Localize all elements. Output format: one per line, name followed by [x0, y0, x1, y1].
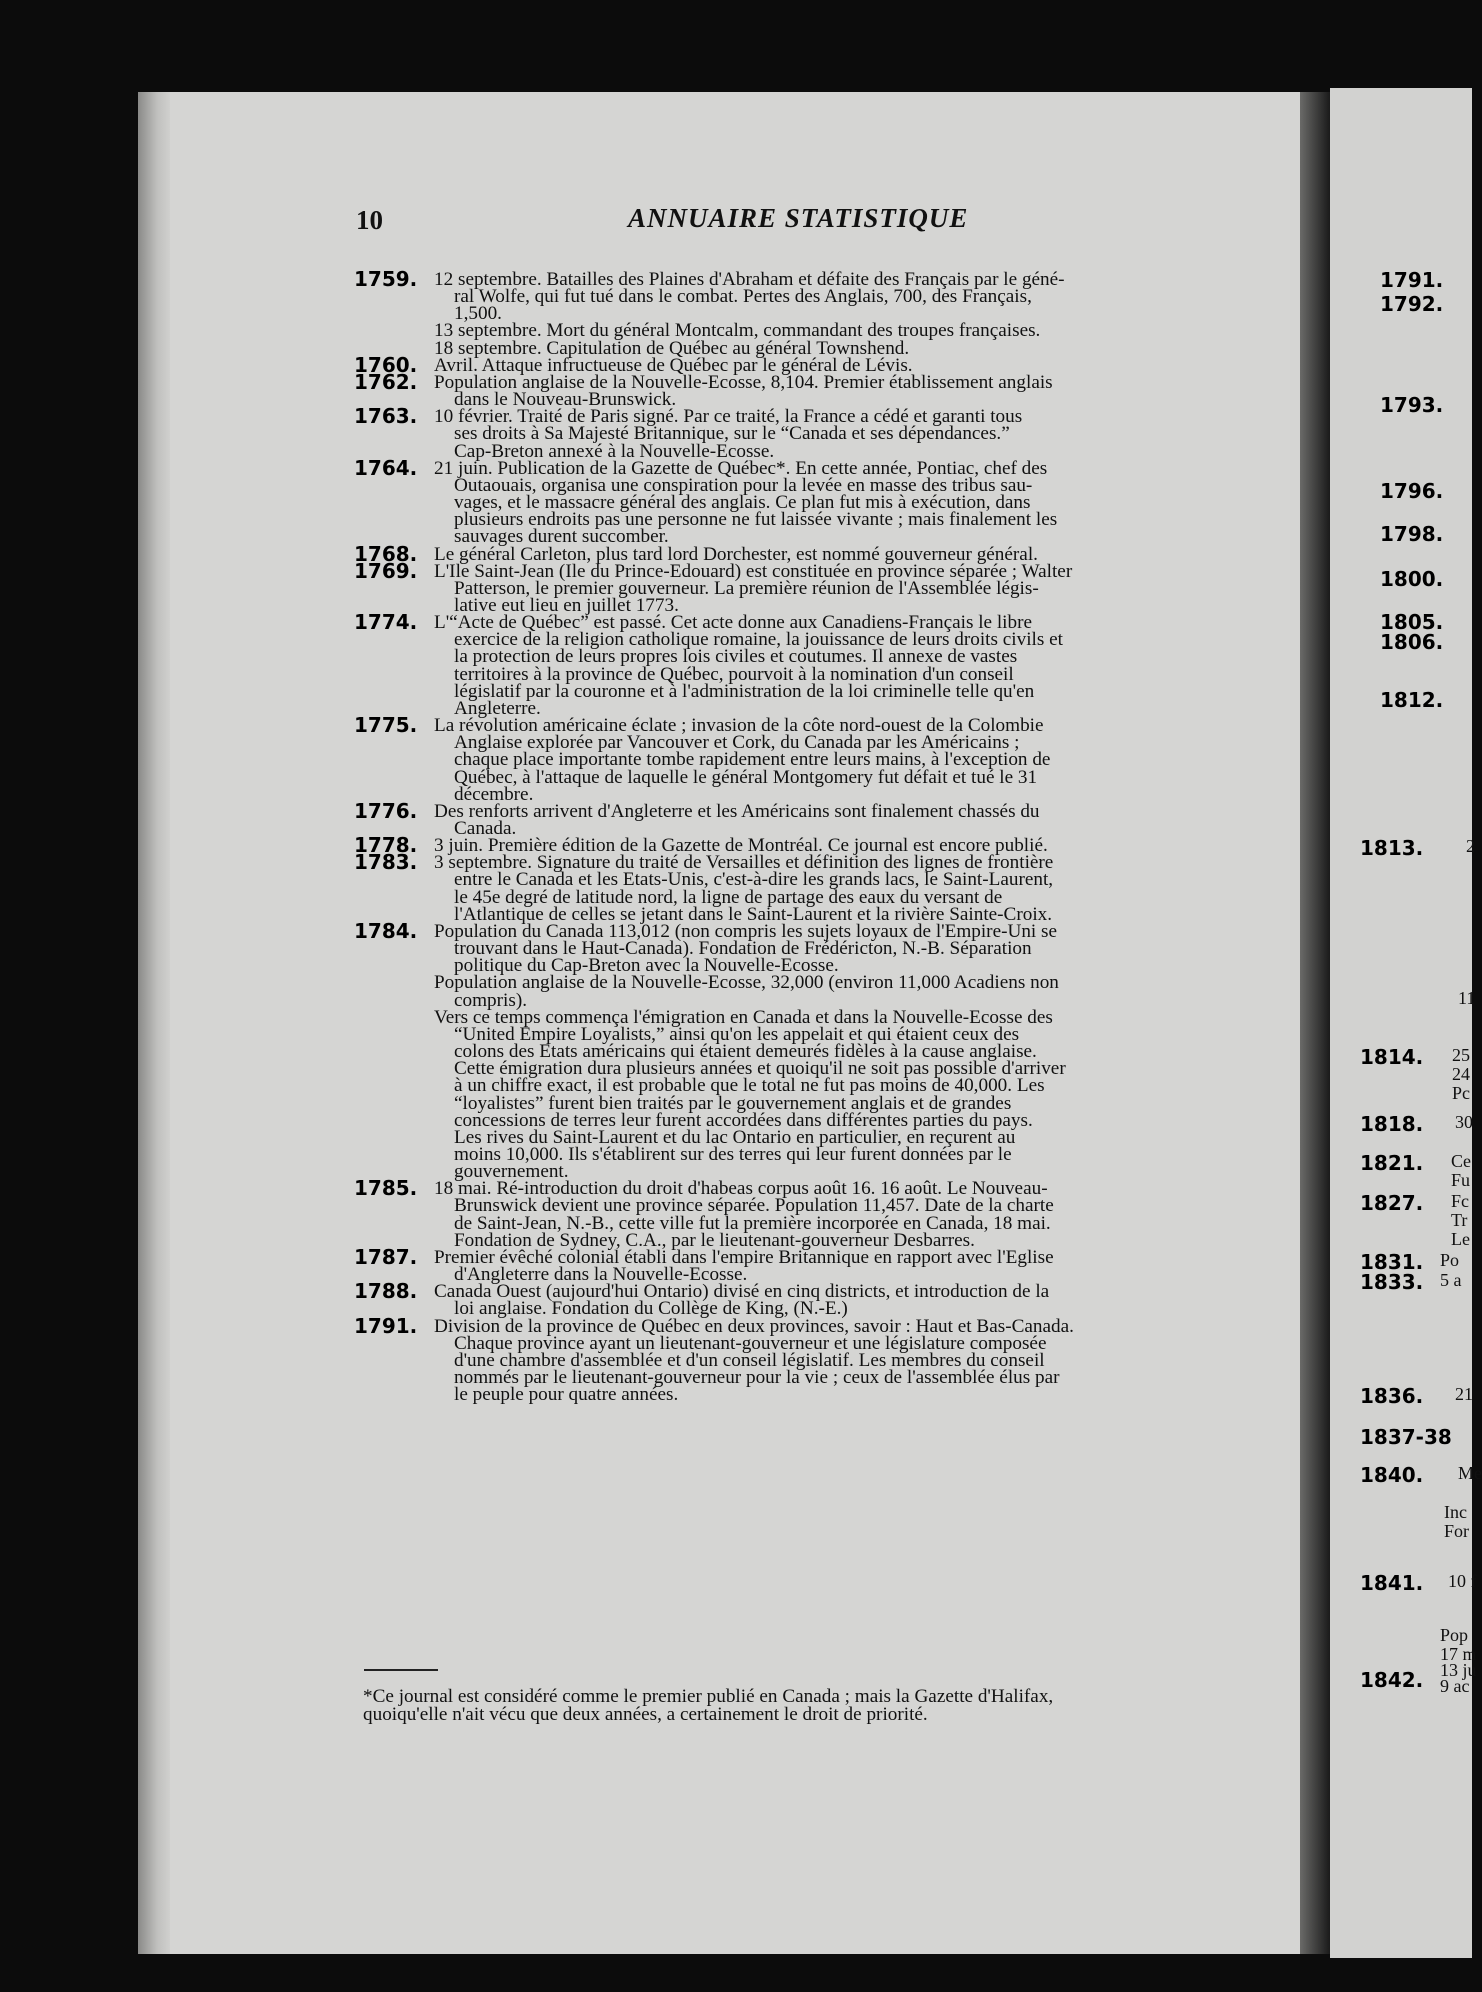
right-page-year: 1792.	[1380, 292, 1444, 316]
entry-line: La révolution américaine éclate ; invasion de la côte nord-ouest de la Colombie	[434, 715, 1044, 737]
entry-line: Canada.	[454, 818, 517, 839]
page-gutter	[1300, 92, 1330, 1954]
entry-year: 1762.	[354, 369, 418, 394]
entry-year: 1778.	[354, 833, 418, 858]
chronology-entry	[354, 610, 1234, 719]
entry-line: le 45e degré de latitude nord, la ligne de partage des eaux du versant de	[454, 886, 1003, 908]
chronology-entry	[354, 1279, 1234, 1320]
right-page-fragment: 9 ac	[1440, 1676, 1470, 1696]
right-page-fragment: Ce	[1451, 1151, 1471, 1171]
entry-line: Fondation de Sydney, C.A., par le lieutenant-gouverneur Desbarres.	[454, 1229, 975, 1251]
entry-year: 1768.	[354, 541, 418, 566]
chronology-entry	[354, 267, 1234, 359]
chronology-entry	[354, 918, 1234, 1183]
entry-line: la protection de leurs propres lois civiles et coutumes. Il annexe de vastes	[454, 646, 1018, 668]
entry-line: ses droits à Sa Majesté Britannique, sur le “Canada et ses dépendances.”	[454, 423, 1010, 445]
entry-line: de Saint-Jean, N.-B., cette ville fut la première incorporée en Canada, 18 mai.	[454, 1212, 1051, 1234]
entry-line: colons des Etats américains qui étaient demeurés fidèles à la cause anglaise.	[454, 1041, 1037, 1063]
entry-line: loi anglaise. Fondation du Collège de King, (N.-E.)	[454, 1298, 848, 1320]
right-page-year: 1831.	[1360, 1250, 1424, 1274]
right-page-fragment: Pop	[1440, 1625, 1469, 1645]
chronology-entry	[354, 558, 1234, 616]
entry-line: décembre.	[454, 783, 534, 805]
entry-line: L'Ile Saint-Jean (Ile du Prince-Edouard) est constituée en province séparée ; Walter	[434, 560, 1073, 582]
right-page-fragment: Tr	[1451, 1210, 1468, 1230]
right-page-fragment: 5 a	[1440, 1270, 1462, 1290]
entry-line: Avril. Attaque infructueuse de Québec par le général de Lévis.	[434, 354, 913, 376]
right-page-year: 1818.	[1360, 1112, 1424, 1136]
entry-year: 1783.	[354, 850, 418, 875]
entry-line: Brunswick devient une province séparée. Population 11,457. Date de la charte	[454, 1195, 1054, 1217]
right-page-year: 1793.	[1380, 393, 1444, 417]
entry-line: le peuple pour quatre années.	[454, 1384, 679, 1406]
footnote	[363, 1688, 1243, 1724]
entry-line: 18 septembre. Capitulation de Québec au général Townshend.	[434, 337, 910, 359]
right-page-year: 1837-38	[1360, 1425, 1452, 1449]
entry-line: Patterson, le premier gouverneur. La première réunion de l'Assemblée légis-	[454, 577, 1039, 599]
right-page-fragment: 24	[1452, 1064, 1470, 1084]
entry-line: d'une chambre d'assemblée et d'un conseil législatif. Les membres du conseil	[454, 1349, 1045, 1371]
footnote-line: quoiqu'elle n'ait vécu que deux années, a certainement le droit de priorité.	[363, 1704, 928, 1725]
right-page-fragment: 17 m	[1440, 1644, 1477, 1664]
entry-year: 1787.	[354, 1244, 418, 1269]
entry-line: compris).	[454, 989, 528, 1011]
chronology-entry	[354, 713, 1234, 805]
entry-line: lative eut lieu en juillet 1773.	[454, 594, 679, 616]
entry-line: territoires à la province de Québec, pourvoit à la nomination d'un conseil	[454, 663, 1014, 685]
chronology-entry	[354, 404, 1234, 462]
right-page-fragment: 21	[1455, 1384, 1473, 1404]
entry-line: 12 septembre. Batailles des Plaines d'Abraham et défaite des Français par le géné-	[434, 269, 1065, 290]
entry-year: 1760.	[354, 352, 418, 377]
entry-line: 18 mai. Ré-introduction du droit d'habeas corpus août 16. 16 août. Le Nouveau-	[434, 1178, 1048, 1200]
chronology-entry	[354, 1176, 1234, 1251]
binding-edge	[138, 92, 170, 1954]
entry-year: 1785.	[354, 1176, 418, 1201]
entry-line: Cap-Breton annexé à la Nouvelle-Ecosse.	[454, 440, 775, 462]
entry-line: gouvernement.	[454, 1161, 569, 1183]
right-page-year: 1827.	[1360, 1191, 1424, 1215]
right-page-fragment: Fc	[1451, 1191, 1469, 1211]
entry-line: 3 juin. Première édition de la Gazette de Montréal. Ce journal est encore publié.	[434, 835, 1048, 857]
right-page-year: 1833.	[1360, 1270, 1424, 1294]
right-page-fragment: Me	[1458, 1463, 1482, 1483]
entry-line: chaque place importante tombe rapidement entre leurs mains, à l'exception de	[454, 749, 1051, 771]
entry-line: l'Atlantique de celles se jetant dans le Saint-Laurent et la rivière Sainte-Croix.	[454, 903, 1053, 925]
entry-line: dans le Nouveau-Brunswick.	[454, 389, 677, 411]
footnote-line: *Ce journal est considéré comme le premier publié en Canada ; mais la Gazette d'Halifax,	[363, 1686, 1054, 1707]
right-page-fragment: For	[1444, 1521, 1470, 1541]
entry-line: 10 février. Traité de Paris signé. Par ce traité, la France a cédé et garanti tous	[434, 406, 1023, 428]
entry-year: 1774.	[354, 610, 418, 635]
entry-line: Les rives du Saint-Laurent et du lac Ontario en particulier, en reçurent au	[454, 1126, 1016, 1148]
entry-line: ral Wolfe, qui fut tué dans le combat. Pertes des Anglais, 700, des Français,	[454, 286, 1032, 308]
entry-line: concessions de terres leur furent accordées dans différentes parties du pays.	[454, 1109, 1033, 1131]
entry-year: 1763.	[354, 404, 418, 429]
running-title: ANNUAIRE STATISTIQUE	[628, 203, 969, 233]
right-page-year: 1791.	[1380, 268, 1444, 292]
entry-line: Anglaise explorée par Vancouver et Cork, du Canada par les Américains ;	[454, 732, 1020, 754]
right-page-fragment: 25	[1452, 1045, 1470, 1065]
page-number: 10	[356, 205, 383, 235]
footnote-rule	[364, 1669, 438, 1671]
entry-line: “United Empire Loyalists,” ainsi qu'on les appelait et qui étaient ceux des	[454, 1023, 1020, 1045]
entry-line: 1,500.	[454, 303, 502, 325]
entry-line: Cette émigration dura plusieurs années et quoiqu'il ne soit pas possible d'arriver	[454, 1058, 1066, 1080]
entry-line: Outaouais, organisa une conspiration pour la levée en masse des tribus sau-	[454, 474, 1033, 496]
right-page-year: 1836.	[1360, 1384, 1424, 1408]
right-page-year: 1800.	[1380, 567, 1444, 591]
right-page-year: 1796.	[1380, 479, 1444, 503]
right-page-year: 1798.	[1380, 522, 1444, 546]
chronology-entry	[354, 1244, 1234, 1286]
entry-line: Premier évêché colonial établi dans l'empire Britannique en rapport avec l'Eglise	[434, 1246, 1054, 1268]
entry-line: trouvant dans le Haut-Canada). Fondation de Frédéricton, N.-B. Séparation	[454, 938, 1032, 960]
entry-line: Population anglaise de la Nouvelle-Ecosse, 32,000 (environ 11,000 Acadiens non	[434, 972, 1059, 994]
right-page-fragment: Pc	[1452, 1083, 1470, 1103]
right-page-year: 1840.	[1360, 1463, 1424, 1487]
chronology-entry	[354, 850, 1234, 925]
right-page-year: 1842.	[1360, 1668, 1424, 1692]
right-page-fragment: 30	[1455, 1112, 1473, 1132]
chronology-entry	[354, 455, 1234, 548]
entry-year: 1775.	[354, 713, 418, 738]
entry-line: Des renforts arrivent d'Angleterre et les Américains sont finalement chassés du	[434, 800, 1040, 822]
entry-line: sauvages durent succomber.	[454, 526, 669, 548]
entry-line: moins 10,000. Ils s'établirent sur des terres qui leur furent données par le	[454, 1143, 1012, 1165]
entry-line: exercice de la religion catholique romaine, la jouissance de leurs droits civils et	[454, 629, 1063, 651]
chronology-entry	[354, 798, 1234, 839]
chronology-entry	[354, 1313, 1234, 1406]
right-page-fragment: 11	[1458, 988, 1476, 1008]
entry-line: Canada Ouest (aujourd'hui Ontario) divisé en cinq districts, et introduction de la	[434, 1281, 1050, 1303]
right-page-year: 1806.	[1380, 630, 1444, 654]
entry-year: 1759.	[354, 267, 418, 291]
right-page-year: 1841.	[1360, 1571, 1424, 1595]
entry-year: 1784.	[354, 918, 418, 943]
entry-line: entre le Canada et les Etats-Unis, c'est-à-dire les grands lacs, le Saint-Laurent,	[454, 869, 1054, 891]
entry-line: législatif par la couronne et à l'administration de la loi criminelle telle qu'en	[454, 680, 1035, 702]
right-page-fragment: 10 f	[1448, 1571, 1477, 1591]
entry-year: 1764.	[354, 455, 418, 480]
chronology-entry	[354, 369, 1234, 411]
entry-line: vages, et le massacre général des anglais. Ce plan fut mis à exécution, dans	[454, 492, 1031, 514]
entry-line: Chaque province ayant un lieutenant-gouverneur et une législature composée	[454, 1332, 1047, 1354]
entry-line: politique du Cap-Breton avec la Nouvelle-Ecosse.	[454, 955, 839, 977]
right-page-year: 1814.	[1360, 1045, 1424, 1069]
entry-line: Québec, à l'attaque de laquelle le général Montgomery fut défait et tué le 31	[454, 766, 1038, 788]
entry-line: nommés par le lieutenant-gouverneur pour la vie ; ceux de l'assemblée élus par	[454, 1367, 1060, 1388]
entry-line: d'Angleterre dans la Nouvelle-Ecosse.	[454, 1264, 748, 1286]
entry-line: 3 septembre. Signature du traité de Versailles et définition des lignes de frontière	[434, 852, 1054, 874]
right-page-year: 1813.	[1360, 836, 1424, 860]
entry-line: à un chiffre exact, il est probable que le total ne fut pas moins de 40,000. Les	[454, 1075, 1045, 1097]
entry-line: Angleterre.	[454, 697, 541, 719]
right-page-fragment: Le	[1451, 1229, 1470, 1249]
entry-line: “loyalistes” furent bien traités par le gouvernement anglais et de grandes	[454, 1092, 1012, 1114]
entry-line: Population anglaise de la Nouvelle-Ecosse, 8,104. Premier établissement anglais	[434, 371, 1053, 393]
chronology-entries	[354, 267, 1234, 1406]
right-page-fragment: 13 ju	[1440, 1660, 1477, 1680]
entry-line: Le général Carleton, plus tard lord Dorchester, est nommé gouverneur général.	[434, 543, 1038, 565]
right-page-fragment: Fu	[1451, 1170, 1471, 1190]
entry-year: 1791.	[354, 1313, 418, 1338]
entry-line: Division de la province de Québec en deux provinces, savoir : Haut et Bas-Canada.	[434, 1315, 1074, 1337]
entry-line: 21 juin. Publication de la Gazette de Québec*. En cette année, Pontiac, chef des	[434, 457, 1048, 479]
right-page-fragment: Po	[1440, 1250, 1460, 1270]
entry-line: Vers ce temps commença l'émigration en Canada et dans la Nouvelle-Ecosse des	[434, 1006, 1053, 1028]
right-page-fragment: Inc	[1444, 1502, 1467, 1522]
entry-line: plusieurs endroits pas une personne ne fut laissée vivante ; mais finalement les	[454, 509, 1058, 531]
entry-year: 1788.	[354, 1279, 418, 1304]
entry-line: L'“Acte de Québec” est passé. Cet acte donne aux Canadiens-Français le libre	[434, 612, 1033, 634]
right-page-year: 1812.	[1380, 688, 1444, 712]
right-page-fragment: 2	[1466, 836, 1475, 856]
entry-year: 1776.	[354, 798, 418, 823]
entry-line: 13 septembre. Mort du général Montcalm, commandant des troupes françaises.	[434, 320, 1041, 342]
right-page-year: 1821.	[1360, 1151, 1424, 1175]
entry-year: 1769.	[354, 558, 418, 583]
entry-line: Population du Canada 113,012 (non compris les sujets loyaux de l'Empire-Uni se	[434, 920, 1058, 942]
right-page-year: 1805.	[1380, 610, 1444, 634]
